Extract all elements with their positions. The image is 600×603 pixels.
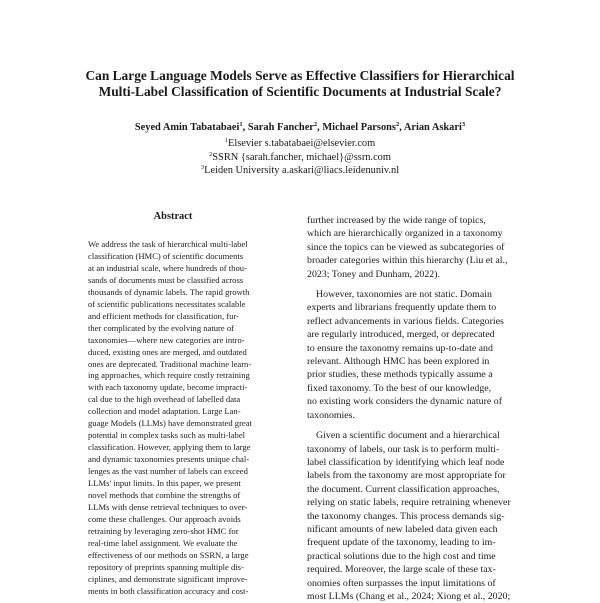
body-line: frequent update of the taxonomy, leading to im- bbox=[307, 537, 496, 549]
paragraph-gap bbox=[307, 422, 527, 429]
abstract-line: ther complicated by the evolving nature of bbox=[88, 322, 235, 333]
abstract-line: novel methods that combine the strengths of bbox=[88, 490, 241, 501]
affiliation-text: SSRN {sarah.fancher, michael}@ssrn.com bbox=[212, 151, 391, 163]
abstract-line: thousands of dynamic labels. The rapid growth bbox=[88, 286, 250, 297]
author-list: Seyed Amin Tabatabaei$^1$, Sarah Fancher$^2$, Michael Parsons$^2$, Arian Askari$^3$ bbox=[134, 121, 466, 133]
body-line: since the topics can be viewed as subcategories of bbox=[307, 241, 505, 253]
body-paragraph bbox=[307, 288, 527, 422]
body-line: onomies often surpasses the input limitations of bbox=[307, 577, 496, 589]
body-line: fixed taxonomy. To the best of our knowledge, bbox=[307, 382, 492, 394]
body-line: labels from the taxonomy are most appropriate for bbox=[307, 470, 506, 482]
affiliation bbox=[40, 137, 560, 151]
body-line: nificant amounts of new labeled data given each bbox=[307, 523, 498, 535]
body-paragraph bbox=[307, 214, 527, 281]
body-line: broader categories within this hierarchy (Liu et al., bbox=[307, 255, 508, 267]
abstract-line: at an industrial scale, where hundreds of thou- bbox=[88, 262, 247, 273]
author-name: Michael Parsons bbox=[322, 122, 396, 133]
author-affil-mark: 2 bbox=[313, 121, 318, 128]
body-line: 2023; Toney and Dunham, 2022). bbox=[307, 268, 440, 280]
body-line: practical solutions due to the high cost and time bbox=[307, 550, 496, 562]
body-line: However, taxonomies are not static. Domain bbox=[316, 289, 492, 301]
body-line: to ensure the taxonomy remains up-to-date and bbox=[307, 342, 493, 354]
affiliation-mark: 2 bbox=[209, 150, 213, 158]
abstract-line: real-time label assignment. We evaluate the bbox=[88, 537, 238, 548]
author-name: Arian Askari bbox=[403, 122, 462, 133]
abstract-line: retraining by leveraging zero-shot HMC for bbox=[88, 525, 239, 536]
author-affil-mark: 3 bbox=[461, 121, 466, 128]
abstract-line: classification (HMC) of scientific documents bbox=[88, 250, 244, 261]
body-line: the taxonomy changes. This process demands sig- bbox=[307, 510, 505, 522]
abstract-body bbox=[88, 239, 258, 598]
abstract-line: cal due to the high overhead of labelled data bbox=[88, 394, 241, 405]
body-line: most LLMs (Chang et al., 2024; Xiong et al., 2020; bbox=[307, 590, 511, 602]
abstract-line: ments in both classification accuracy and cost- bbox=[88, 585, 249, 596]
abstract-line: LLMs with dense retrieval techniques to over- bbox=[88, 501, 248, 512]
paragraph-gap bbox=[307, 281, 527, 288]
paper-title bbox=[40, 68, 560, 100]
title-line-1: Can Large Language Models Serve as Effective Classifiers for Hierarchical bbox=[85, 68, 515, 83]
abstract-line: and dynamic taxonomies presents unique chal- bbox=[88, 454, 250, 465]
affiliation-list bbox=[40, 137, 560, 178]
body-line: relying on static labels, require retraining whenever bbox=[307, 497, 511, 509]
abstract-line: ones are deprecated. Traditional machine learn- bbox=[88, 358, 252, 369]
author-affil-mark: 1 bbox=[239, 121, 243, 128]
abstract-line: We address the task of hierarchical multi-label bbox=[88, 239, 248, 249]
abstract-line: duced, existing ones are merged, and outdated bbox=[88, 346, 247, 357]
abstract-line: lenges as the vast number of labels can exceed bbox=[88, 466, 248, 477]
body-line: which are hierarchically organized in a taxonomy bbox=[307, 228, 503, 240]
affiliation bbox=[40, 164, 560, 178]
body-line: Given a scientific document and a hierarchical bbox=[316, 430, 500, 442]
body-line: reflect advancements in various fields. Categories bbox=[307, 315, 504, 327]
body-line: relevant. Although HMC has been explored in bbox=[307, 356, 490, 368]
affiliation bbox=[40, 151, 560, 165]
body-line: taxonomies. bbox=[307, 409, 355, 421]
abstract-line: LLMs' input limits. In this paper, we present bbox=[88, 478, 241, 489]
abstract-line: sands of documents must be classified across bbox=[88, 274, 244, 285]
abstract-line: of scientific publications necessitates scalable bbox=[88, 298, 246, 309]
body-line: experts and librarians frequently update them to bbox=[307, 302, 497, 314]
body-line: further increased by the wide range of topics, bbox=[307, 215, 486, 226]
body-paragraph bbox=[307, 429, 527, 603]
abstract-line: guage Models (LLMs) have demonstrated great bbox=[88, 418, 252, 429]
abstract-line: and efficient methods for classification, fur- bbox=[88, 310, 239, 321]
affiliation-text: Elsevier s.tabatabaei@elsevier.com bbox=[228, 138, 376, 149]
abstract-heading: Abstract bbox=[153, 211, 193, 222]
abstract-line: classification. However, applying them to large bbox=[88, 442, 251, 453]
body-line: prior studies, these methods typically assume a bbox=[307, 369, 493, 381]
abstract-line: collection and model adaptation. Large Lan- bbox=[88, 406, 241, 417]
body-line: taxonomy of labels, our task is to perform multi- bbox=[307, 443, 500, 455]
affiliation-mark: 1 bbox=[224, 137, 229, 144]
abstract-line: potential in complex tasks such as multi-label bbox=[88, 430, 246, 441]
title-line-2: Multi-Label Classification of Scientific Documents at Industrial Scale? bbox=[98, 84, 502, 99]
abstract-line: repository of preprints spanning multiple dis- bbox=[88, 561, 244, 572]
body-column bbox=[307, 214, 527, 603]
author-name: Sarah Fancher bbox=[247, 122, 314, 133]
author-affil-mark: 2 bbox=[395, 121, 400, 128]
abstract-line: with each taxonomy update, become impracti- bbox=[88, 382, 248, 393]
abstract-line: come these challenges. Our approach avoids bbox=[88, 513, 241, 524]
abstract-line: effectiveness of our methods on SSRN, a large bbox=[88, 549, 249, 560]
abstract-line: taxonomies—where new categories are intro- bbox=[88, 334, 245, 345]
body-line: label classification by identifying which leaf node bbox=[307, 456, 505, 468]
body-line: the document. Current classification approaches, bbox=[307, 483, 500, 495]
body-line: required. Moreover, the large scale of these tax- bbox=[307, 564, 496, 576]
affiliation-mark: 3 bbox=[200, 164, 205, 171]
body-line: no existing work considers the dynamic nature of bbox=[307, 396, 502, 408]
abstract-line: ing approaches, which require costly retraining bbox=[88, 370, 250, 381]
body-line: are regularly introduced, merged, or deprecated bbox=[307, 329, 495, 341]
author-name: Seyed Amin Tabatabaei bbox=[134, 122, 240, 133]
affiliation-text: Leiden University a.askari@liacs.leidenuniv.nl bbox=[204, 165, 400, 176]
abstract-line: ciplines, and demonstrate significant improve- bbox=[88, 573, 248, 584]
